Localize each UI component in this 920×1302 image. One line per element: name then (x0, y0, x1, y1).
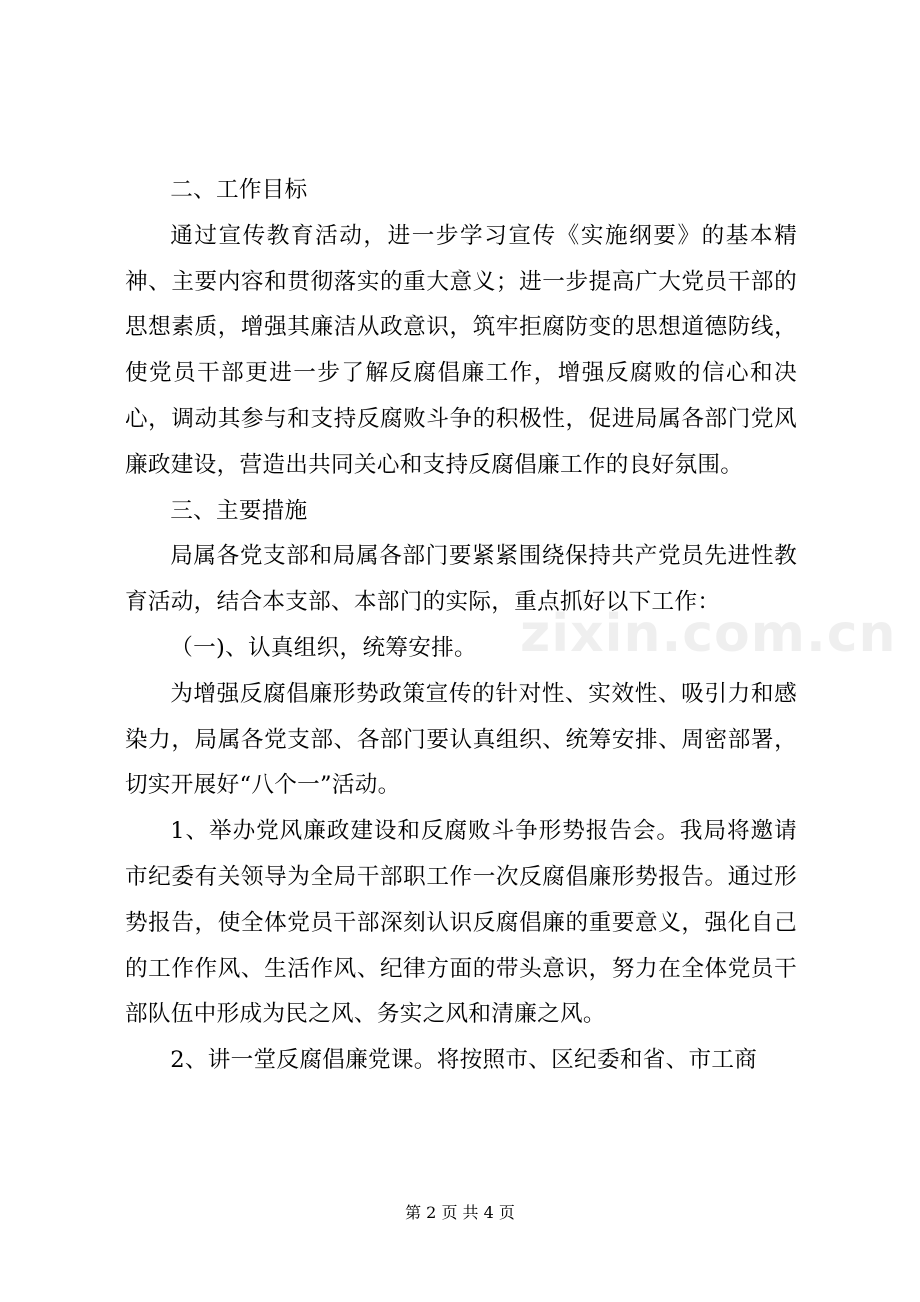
paragraph-item-2-party-lesson: 2、讲一堂反腐倡廉党课。将按照市、区纪委和省、市工商 (170, 1047, 758, 1074)
document-body (125, 168, 797, 1084)
paragraph-goals: 通过宣传教育活动，进一步学习宣传《实施纲要》的基本精神、主要内容和贯彻落实的重大意义；进一步提高广大党员干部的思想素质，增强其廉洁从政意识，筑牢拒腐防变的思想道德防线，使党员干部更进一步了解反腐倡廉工作，增强反腐败的信心和决心，调动其参与和支持反腐败斗争的积极性，促进局属各部门党风廉政建设，营造出共同关心和支持反腐倡廉工作的良好氛围。 (125, 222, 797, 478)
paragraph-measures-intro: 局属各党支部和局属各部门要紧紧围绕保持共产党员先进性教育活动，结合本支部、本部门的实际，重点抓好以下工作： (125, 543, 797, 616)
paragraph-item-1-report: 1、举办党风廉政建设和反腐败斗争形势报告会。我局将邀请市纪委有关领导为全局干部职工作一次反腐倡廉形势报告。通过形势报告，使全体党员干部深刻认识反腐倡廉的重要意义，强化自己的工作作风、生活作风、纪律方面的带头意识，努力在全体党员干部队伍中形成为民之风、务实之风和清廉之风。 (125, 818, 797, 1028)
subsection-heading-organize: （一)、认真组织，统筹安排。 (170, 634, 477, 661)
section-heading-goals: 二、工作目标 (170, 177, 308, 203)
section-heading-measures: 三、主要措施 (170, 497, 308, 524)
watermark-logo: zixin.com.cn (520, 604, 897, 664)
page-footer: 第 2 页 共 4 页 (405, 1203, 515, 1222)
paragraph-organize: 为增强反腐倡廉形势政策宣传的针对性、实效性、吸引力和感染力，局属各党支部、各部门要认真组织、统筹安排、周密部署，切实开展好“八个一”活动。 (125, 680, 797, 799)
